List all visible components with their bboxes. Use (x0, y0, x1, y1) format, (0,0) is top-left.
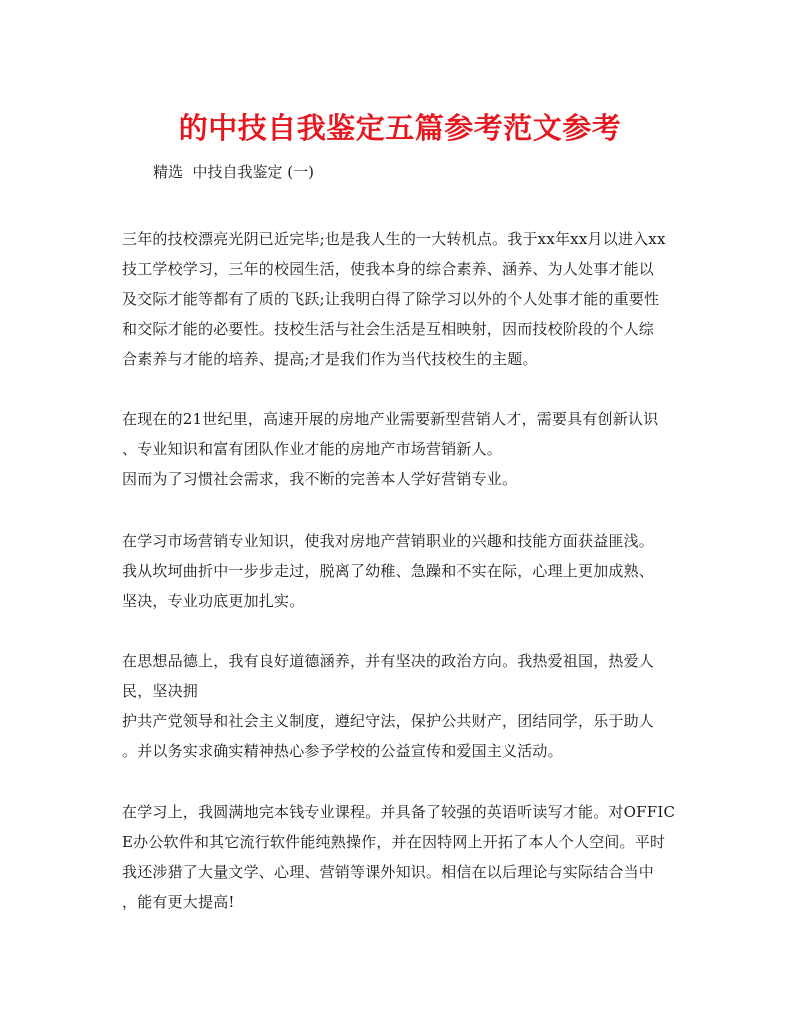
paragraph-line: 合素养与才能的培养、提高;才是我们作为当代技校生的主题。 (122, 350, 538, 368)
paragraph-line: 和交际才能的必要性。技校生活与社会生活是互相映射，因而技校阶段的个人综 (122, 320, 655, 338)
paragraph-line: 护共产党领导和社会主义制度，遵纪守法，保护公共财产，团结同学，乐于助人 (122, 712, 655, 730)
paragraph-line: E办公软件和其它流行软件能纯熟操作，并在因特网上开拓了本人个人空间。平时 (122, 833, 666, 851)
paragraph-2 (122, 404, 692, 494)
paragraph-line: 技工学校学习，三年的校园生活，使我本身的综合素养、涵养、为人处事才能以 (122, 260, 655, 278)
paragraph-line: 、专业知识和富有团队作业才能的房地产市场营销新人。 (122, 440, 503, 458)
paragraph-line: 因而为了习惯社会需求，我不断的完善本人学好营销专业。 (122, 470, 518, 488)
document-title: 的中技自我鉴定五篇参考范文参考 (178, 111, 622, 145)
paragraph-line: 我从坎坷曲折中一步步走过，脱离了幼稚、急躁和不实在际，心理上更加成熟、 (122, 562, 655, 580)
paragraph-3 (122, 526, 692, 616)
paragraph-5 (122, 797, 692, 917)
paragraph-line: ，能有更大提高! (122, 893, 235, 911)
paragraph-line: 。并以务实求确实精神热心参予学校的公益宣传和爱国主义活动。 (122, 742, 563, 760)
paragraph-line: 我还涉猎了大量文学、心理、营销等课外知识。相信在以后理论与实际结合当中 (122, 863, 655, 881)
section-subtitle: 精选 中技自我鉴定 (一) (153, 163, 315, 181)
paragraph-line: 在思想品德上，我有良好道德涵养，并有坚决的政治方向。我热爱祖国，热爱人 (122, 652, 655, 670)
paragraph-line: 三年的技校漂亮光阴已近完毕;也是我人生的一大转机点。我于xx年xx月以进入xx (122, 230, 666, 248)
paragraph-line: 在学习市场营销专业知识，使我对房地产营销职业的兴趣和技能方面获益匪浅。 (122, 532, 655, 550)
paragraph-line: 坚决，专业功底更加扎实。 (122, 592, 305, 610)
paragraph-line: 及交际才能等都有了质的飞跃;让我明白得了除学习以外的个人处事才能的重要性 (122, 290, 660, 308)
paragraph-line: 在学习上，我圆满地完本钱专业课程。并具备了较强的英语听读写才能。对OFFIC (122, 803, 676, 821)
paragraph-line: 民，坚决拥 (122, 682, 199, 700)
paragraph-4 (122, 646, 692, 766)
paragraph-1 (122, 224, 692, 374)
paragraph-line: 在现在的21世纪里，高速开展的房地产业需要新型营销人才，需要具有创新认识 (122, 410, 659, 428)
